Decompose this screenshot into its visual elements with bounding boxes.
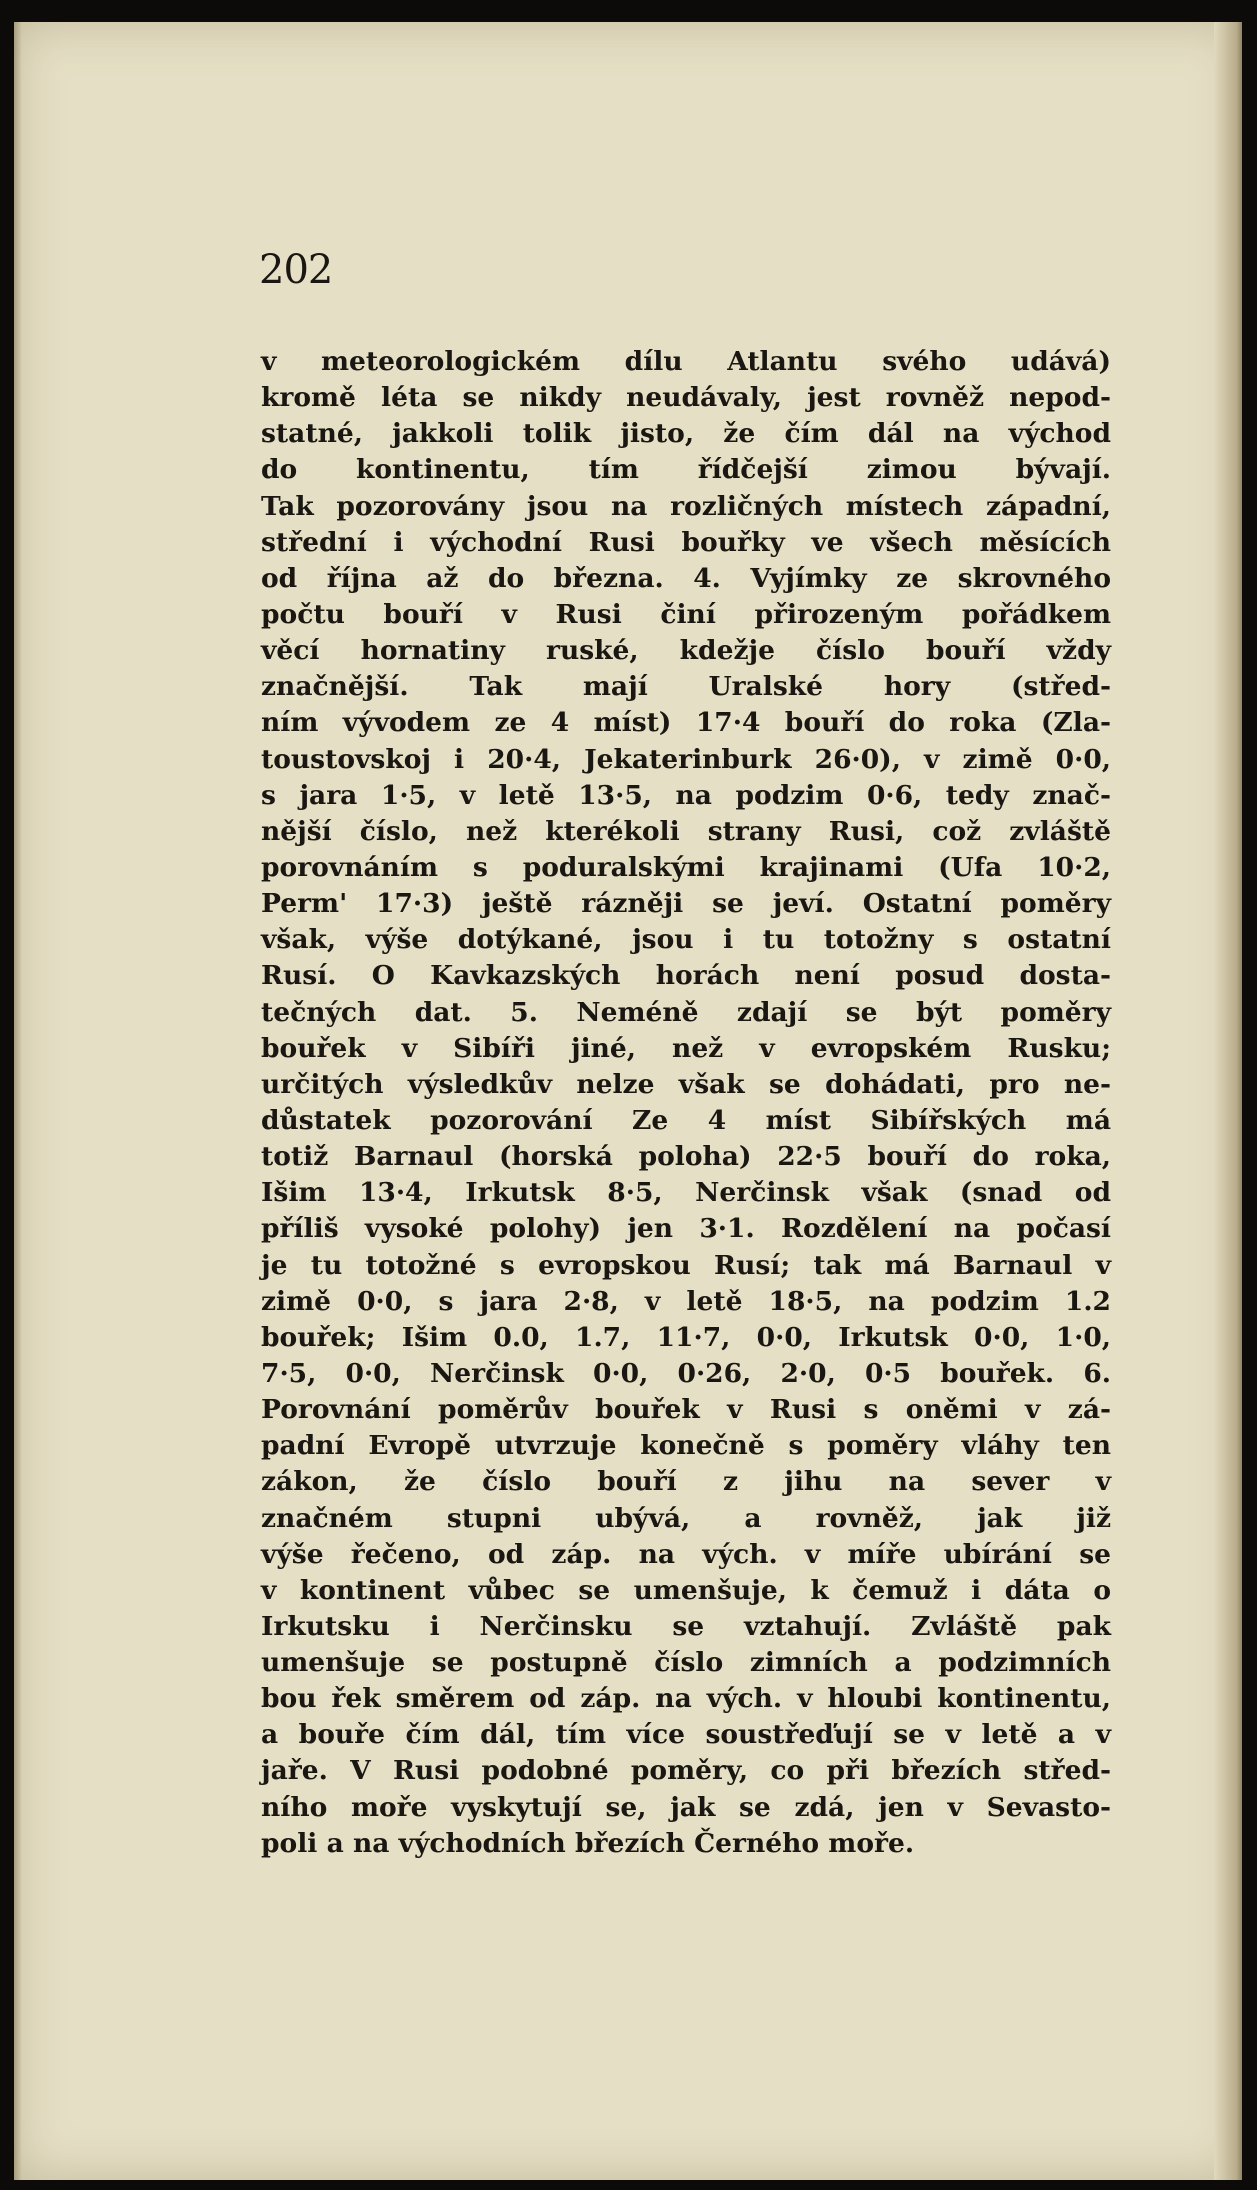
text-line: kromě léta se nikdy neudávaly, jest rovněž nepod-: [261, 382, 1111, 414]
body-text: [261, 344, 1111, 1862]
text-line: od října až do března. 4. Vyjímky ze skrovného: [261, 562, 1111, 594]
book-page: [14, 22, 1242, 2180]
text-line: výše řečeno, od záp. na vých. v míře ubírání se: [261, 1538, 1111, 1570]
text-line: Perm' 17·3) ještě rázněji se jeví. Ostatní poměry: [261, 888, 1111, 920]
text-line: bouřek v Sibíři jiné, než v evropském Rusku;: [261, 1032, 1111, 1064]
text-line: s jara 1·5, v letě 13·5, na podzim 0·6, tedy znač-: [261, 779, 1111, 811]
text-line: značnější. Tak mají Uralské hory (střed-: [261, 671, 1111, 703]
text-line: tečných dat. 5. Neméně zdají se být poměry: [261, 996, 1111, 1028]
text-line: je tu totožné s evropskou Rusí; tak má Barnaul v: [261, 1249, 1111, 1281]
text-line: v kontinent vůbec se umenšuje, k čemuž i dáta o: [261, 1574, 1111, 1606]
text-line: bouřek; Išim 0.0, 1.7, 11·7, 0·0, Irkutsk 0·0, 1·0,: [261, 1321, 1111, 1353]
text-line: zimě 0·0, s jara 2·8, v letě 18·5, na podzim 1.2: [261, 1285, 1111, 1317]
text-line: a bouře čím dál, tím více soustřeďují se v letě a v: [261, 1719, 1111, 1751]
text-line: 7·5, 0·0, Nerčinsk 0·0, 0·26, 2·0, 0·5 bouřek. 6.: [261, 1357, 1111, 1389]
text-line: Porovnání poměrův bouřek v Rusi s oněmi v zá-: [261, 1394, 1111, 1426]
text-line: toustovskoj i 20·4, Jekaterinburk 26·0), v zimě 0·0,: [261, 743, 1111, 775]
text-line: důstatek pozorování Ze 4 míst Sibířských má: [261, 1104, 1111, 1136]
text-line: ním vývodem ze 4 míst) 17·4 bouří do roka (Zla-: [261, 707, 1111, 739]
text-line: Rusí. O Kavkazských horách není posud dosta-: [261, 960, 1111, 992]
page-edge-shadow: [1214, 22, 1242, 2180]
text-line: v meteorologickém dílu Atlantu svého udává): [261, 346, 1111, 377]
text-line: počtu bouří v Rusi činí přirozeným pořádkem: [261, 598, 1111, 630]
spine-shadow: [14, 22, 22, 2180]
text-line: jaře. V Rusi podobné poměry, co při březích střed-: [261, 1755, 1111, 1787]
text-line: Išim 13·4, Irkutsk 8·5, Nerčinsk však (snad od: [261, 1177, 1111, 1209]
text-line: poli a na východních březích Černého moře.: [261, 1827, 915, 1859]
text-line: věcí hornatiny ruské, kdežje číslo bouří vždy: [261, 635, 1111, 667]
text-line: do kontinentu, tím řídčejší zimou bývají.: [261, 454, 1111, 486]
page-number: 202: [259, 247, 333, 293]
text-line: však, výše dotýkané, jsou i tu totožny s ostatní: [261, 924, 1111, 956]
text-line: totiž Barnaul (horská poloha) 22·5 bouří do roka,: [261, 1141, 1111, 1173]
text-line: zákon, že číslo bouří z jihu na sever v: [261, 1466, 1111, 1498]
text-line: nější číslo, než kterékoli strany Rusi, což zvláště: [261, 815, 1111, 847]
text-line: padní Evropě utvrzuje konečně s poměry vláhy ten: [261, 1430, 1111, 1462]
text-line: umenšuje se postupně číslo zimních a podzimních: [261, 1647, 1111, 1679]
text-line: Tak pozorovány jsou na rozličných místech západní,: [261, 490, 1111, 522]
text-line: střední i východní Rusi bouřky ve všech měsících: [261, 526, 1111, 558]
text-line: statné, jakkoli tolik jisto, že čím dál na východ: [261, 418, 1111, 450]
text-line: příliš vysoké polohy) jen 3·1. Rozdělení na počasí: [261, 1213, 1111, 1245]
text-line: Irkutsku i Nerčinsku se vztahují. Zvláště pak: [261, 1610, 1111, 1642]
text-line: ního moře vyskytují se, jak se zdá, jen v Sevasto-: [261, 1791, 1111, 1823]
text-line: bou řek směrem od záp. na vých. v hloubi kontinentu,: [261, 1683, 1111, 1715]
text-line: určitých výsledkův nelze však se dohádati, pro ne-: [261, 1068, 1111, 1100]
text-line: značném stupni ubývá, a rovněž, jak již: [261, 1502, 1111, 1534]
text-line: porovnáním s poduralskými krajinami (Ufa 10·2,: [261, 851, 1111, 883]
